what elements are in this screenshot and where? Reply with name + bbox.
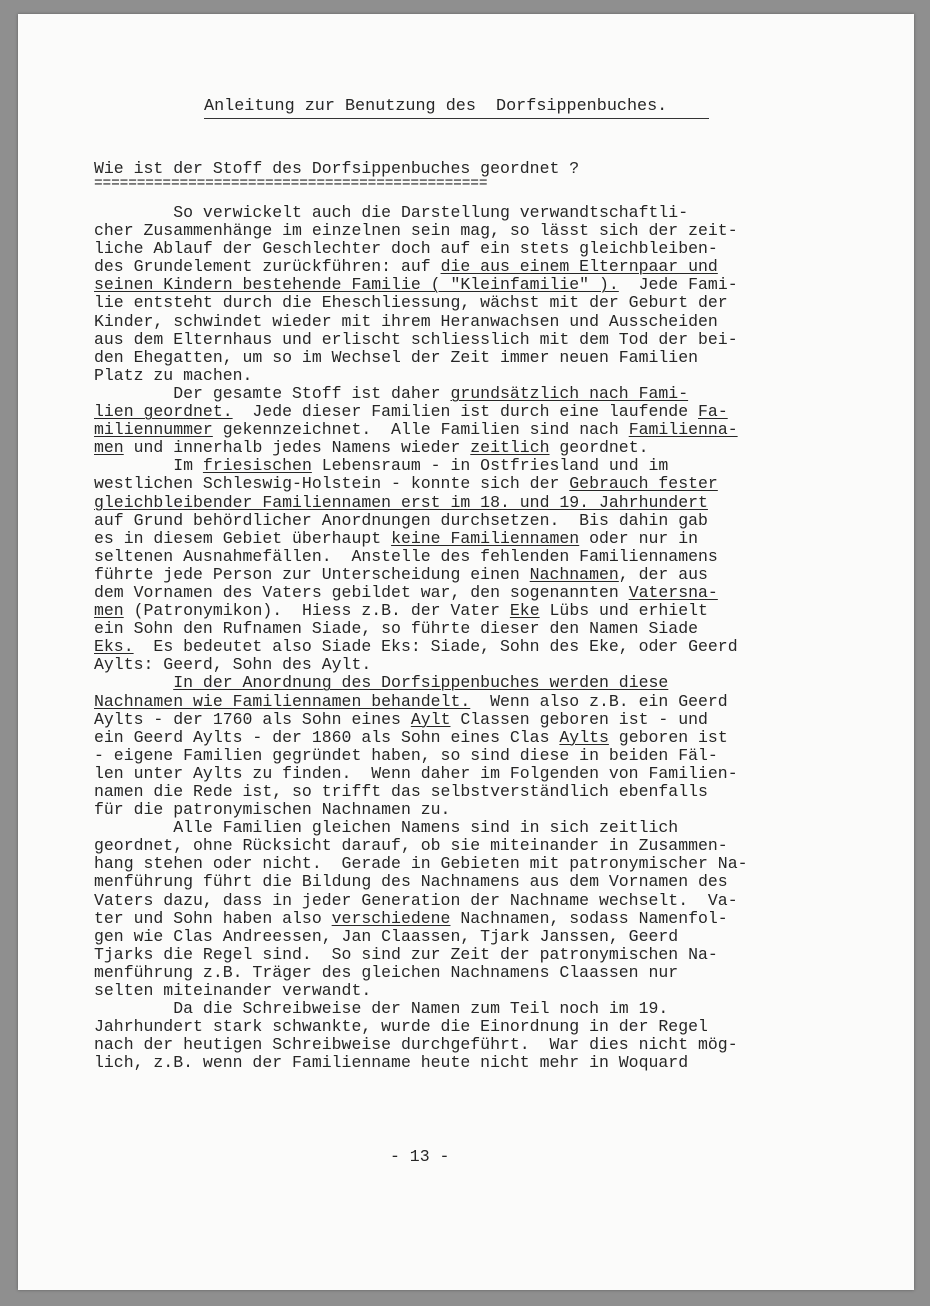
underlined-text: keine Familiennamen: [391, 528, 580, 548]
text-segment: für die patronymischen Nachnamen zu.: [94, 800, 451, 820]
underlined-text: die aus einem Elternpaar und: [440, 257, 718, 277]
underlined-text: Familienna-: [628, 420, 738, 440]
text-segment: Nachnamen, sodass Namenfol-: [450, 908, 728, 928]
text-line: [94, 783, 748, 801]
text-line: [94, 494, 748, 512]
underlined-text: zeitlich: [470, 438, 550, 458]
text-line: [94, 1036, 748, 1054]
text-segment: ein Geerd Aylts - der 1860 als Sohn eines Clas: [94, 727, 560, 747]
text-segment: geboren ist: [608, 727, 728, 747]
text-segment: gen wie Clas Andreessen, Jan Claassen, Tjark Janssen, Geerd: [94, 926, 679, 946]
underlined-text: lien geordnet.: [94, 402, 233, 422]
text-line: [94, 964, 748, 982]
text-line: [94, 276, 748, 294]
text-line: [94, 566, 748, 584]
text-segment: und innerhalb jedes Namens wieder: [123, 438, 471, 458]
underlined-text: gleichbleibender Familiennamen erst im 18. und 19. Jahrhundert: [94, 492, 708, 512]
underlined-text: miliennummer: [94, 420, 213, 440]
text-segment: (Patronymikon). Hiess z.B. der Vater: [123, 601, 510, 621]
text-line: [94, 530, 748, 548]
text-line: [94, 512, 748, 530]
text-segment: Kinder, schwindet wieder mit ihrem Heranwachsen und Ausscheiden: [94, 311, 718, 331]
text-line: [94, 674, 748, 692]
text-segment: Da die Schreibweise der Namen zum Teil noch im 19.: [94, 999, 669, 1019]
text-line: [94, 892, 748, 910]
text-line: [94, 421, 748, 439]
title-underline: [204, 118, 709, 119]
underlined-text: Gebrauch fester: [569, 474, 718, 494]
text-line: [94, 855, 748, 873]
text-segment: So verwickelt auch die Darstellung verwandtschaftli-: [94, 203, 689, 222]
underlined-text: Fa-: [698, 402, 728, 422]
text-segment: geordnet.: [549, 438, 649, 458]
underlined-text: Nachnamen: [529, 564, 619, 584]
text-segment: Im: [94, 456, 203, 476]
text-line: [94, 711, 748, 729]
underlined-text: men: [94, 601, 124, 621]
text-line: [94, 693, 748, 711]
underlined-text: men: [94, 438, 124, 458]
text-segment: führte jede Person zur Unterscheidung einen: [94, 564, 530, 584]
text-segment: menführung führt die Bildung des Nachnamens aus dem Vornamen des: [94, 872, 728, 892]
text-segment: Platz zu machen.: [94, 365, 253, 385]
text-line: [94, 982, 748, 1000]
text-line: [94, 240, 748, 258]
text-segment: namen die Rede ist, so trifft das selbstverständlich ebenfalls: [94, 782, 708, 801]
text-line: [94, 204, 748, 222]
text-segment: - eigene Familien gegründet haben, so sind diese in beiden Fäl-: [94, 745, 718, 765]
text-segment: , der aus: [618, 564, 708, 584]
text-line: [94, 928, 748, 946]
text-segment: Der gesamte Stoff ist daher: [94, 383, 451, 403]
underlined-text: verschiedene: [331, 908, 451, 928]
text-line: [94, 1054, 748, 1072]
text-segment: gekennzeichnet. Alle Familien sind nach: [212, 420, 629, 440]
underlined-text: Aylt: [410, 709, 451, 729]
body-text: [94, 204, 748, 1073]
text-segment: oder nur in: [579, 528, 699, 548]
text-segment: auf Grund behördlicher Anordnungen durchsetzen. Bis dahin gab: [94, 510, 708, 530]
text-line: [94, 620, 748, 638]
text-line: [94, 294, 748, 312]
underlined-text: Aylts: [559, 727, 609, 747]
text-line: [94, 747, 748, 765]
text-segment: geordnet, ohne Rücksicht darauf, ob sie miteinander in Zusammen-: [94, 836, 728, 856]
text-line: [94, 656, 748, 674]
text-segment: [94, 673, 173, 692]
text-segment: ein Sohn den Rufnamen Siade, so führte dieser den Namen Siade: [94, 619, 698, 639]
text-line: [94, 638, 748, 656]
text-line: [94, 1000, 748, 1018]
text-line: [94, 584, 748, 602]
text-segment: cher Zusammenhänge im einzelnen sein mag, so lässt sich der zeit-: [94, 221, 738, 241]
text-segment: Es bedeutet also Siade Eks: Siade, Sohn des Eke, oder Geerd: [133, 637, 738, 657]
text-line: [94, 385, 748, 403]
text-line: [94, 367, 748, 385]
text-segment: lich, z.B. wenn der Familienname heute nicht mehr in Woquard: [94, 1053, 689, 1073]
text-segment: westlichen Schleswig-Holstein - konnte sich der: [94, 474, 570, 494]
underlined-text: Eke: [509, 601, 540, 621]
text-segment: Jede dieser Familien ist durch eine laufende: [232, 402, 699, 422]
text-segment: Tjarks die Regel sind. So sind zur Zeit der patronymischen Na-: [94, 944, 718, 964]
text-line: [94, 403, 748, 421]
text-segment: Alle Familien gleichen Namens sind in sich zeitlich: [94, 818, 679, 838]
text-segment: aus dem Elternhaus und erlischt schliesslich mit dem Tod der bei-: [94, 329, 738, 349]
underlined-text: Eks.: [94, 637, 134, 657]
text-segment: Classen geboren ist - und: [450, 709, 708, 729]
text-segment: Lebensraum - in Ostfriesland und im: [311, 456, 669, 476]
text-line: [94, 910, 748, 928]
text-segment: den Ehegatten, um so im Wechsel der Zeit immer neuen Familien: [94, 347, 698, 367]
text-line: [94, 331, 748, 349]
text-line: [94, 819, 748, 837]
text-line: [94, 946, 748, 964]
text-line: [94, 548, 748, 566]
page-number: - 13 -: [390, 1147, 450, 1166]
document-page: [18, 14, 914, 1290]
section-heading-rule: ==============================================: [94, 176, 488, 192]
text-segment: len unter Aylts zu finden. Wenn daher im Folgenden von Familien-: [94, 763, 738, 783]
text-segment: menführung z.B. Träger des gleichen Nachnamens Claassen nur: [94, 962, 679, 982]
text-line: [94, 222, 748, 240]
text-segment: es in diesem Gebiet überhaupt: [94, 528, 392, 548]
text-segment: des Grundelement zurückführen: auf: [94, 257, 441, 277]
text-segment: liche Ablauf der Geschlechter doch auf ein stets gleichbleiben-: [94, 239, 718, 259]
underlined-text: seinen Kindern bestehende Familie ( "Kleinfamilie" ).: [94, 275, 619, 295]
text-segment: lie entsteht durch die Eheschliessung, wächst mit der Geburt der: [94, 293, 728, 313]
underlined-text: grundsätzlich nach Fami-: [450, 383, 689, 403]
underlined-text: In der Anordnung des Dorfsippenbuches werden diese: [173, 673, 669, 693]
text-line: [94, 801, 748, 819]
text-segment: selten miteinander verwandt.: [94, 981, 372, 1001]
text-segment: hang stehen oder nicht. Gerade in Gebieten mit patronymischer Na-: [94, 854, 748, 874]
text-segment: dem Vornamen des Vaters gebildet war, den sogenannten: [94, 582, 629, 602]
text-line: [94, 873, 748, 891]
text-line: [94, 475, 748, 493]
text-line: [94, 1018, 748, 1036]
text-line: [94, 457, 748, 475]
document-title: Anleitung zur Benutzung des Dorfsippenbuches.: [204, 97, 668, 116]
text-segment: Wenn also z.B. ein Geerd: [470, 691, 728, 711]
text-line: [94, 258, 748, 276]
text-segment: nach der heutigen Schreibweise durchgeführt. War dies nicht mög-: [94, 1035, 738, 1055]
text-line: [94, 602, 748, 620]
text-segment: Aylts: Geerd, Sohn des Aylt.: [94, 655, 372, 675]
section-heading: Wie ist der Stoff des Dorfsippenbuches geordnet ?: [94, 159, 580, 178]
text-segment: seltenen Ausnahmefällen. Anstelle des fehlenden Familiennamens: [94, 546, 718, 566]
text-segment: Vaters dazu, dass in jeder Generation der Nachname wechselt. Va-: [94, 890, 738, 910]
text-line: [94, 439, 748, 457]
underlined-text: friesischen: [202, 456, 312, 476]
underlined-text: Nachnamen wie Familiennamen behandelt.: [94, 691, 471, 711]
text-line: [94, 765, 748, 783]
text-segment: Jede Fami-: [618, 275, 738, 295]
text-line: [94, 313, 748, 331]
text-line: [94, 837, 748, 855]
text-segment: Jahrhundert stark schwankte, wurde die Einordnung in der Regel: [94, 1017, 708, 1037]
text-segment: Aylts - der 1760 als Sohn eines: [94, 709, 411, 729]
text-line: [94, 349, 748, 367]
text-segment: ter und Sohn haben also: [94, 908, 332, 928]
text-segment: Lübs und erhielt: [539, 601, 708, 621]
underlined-text: Vatersna-: [628, 582, 718, 602]
text-line: [94, 729, 748, 747]
